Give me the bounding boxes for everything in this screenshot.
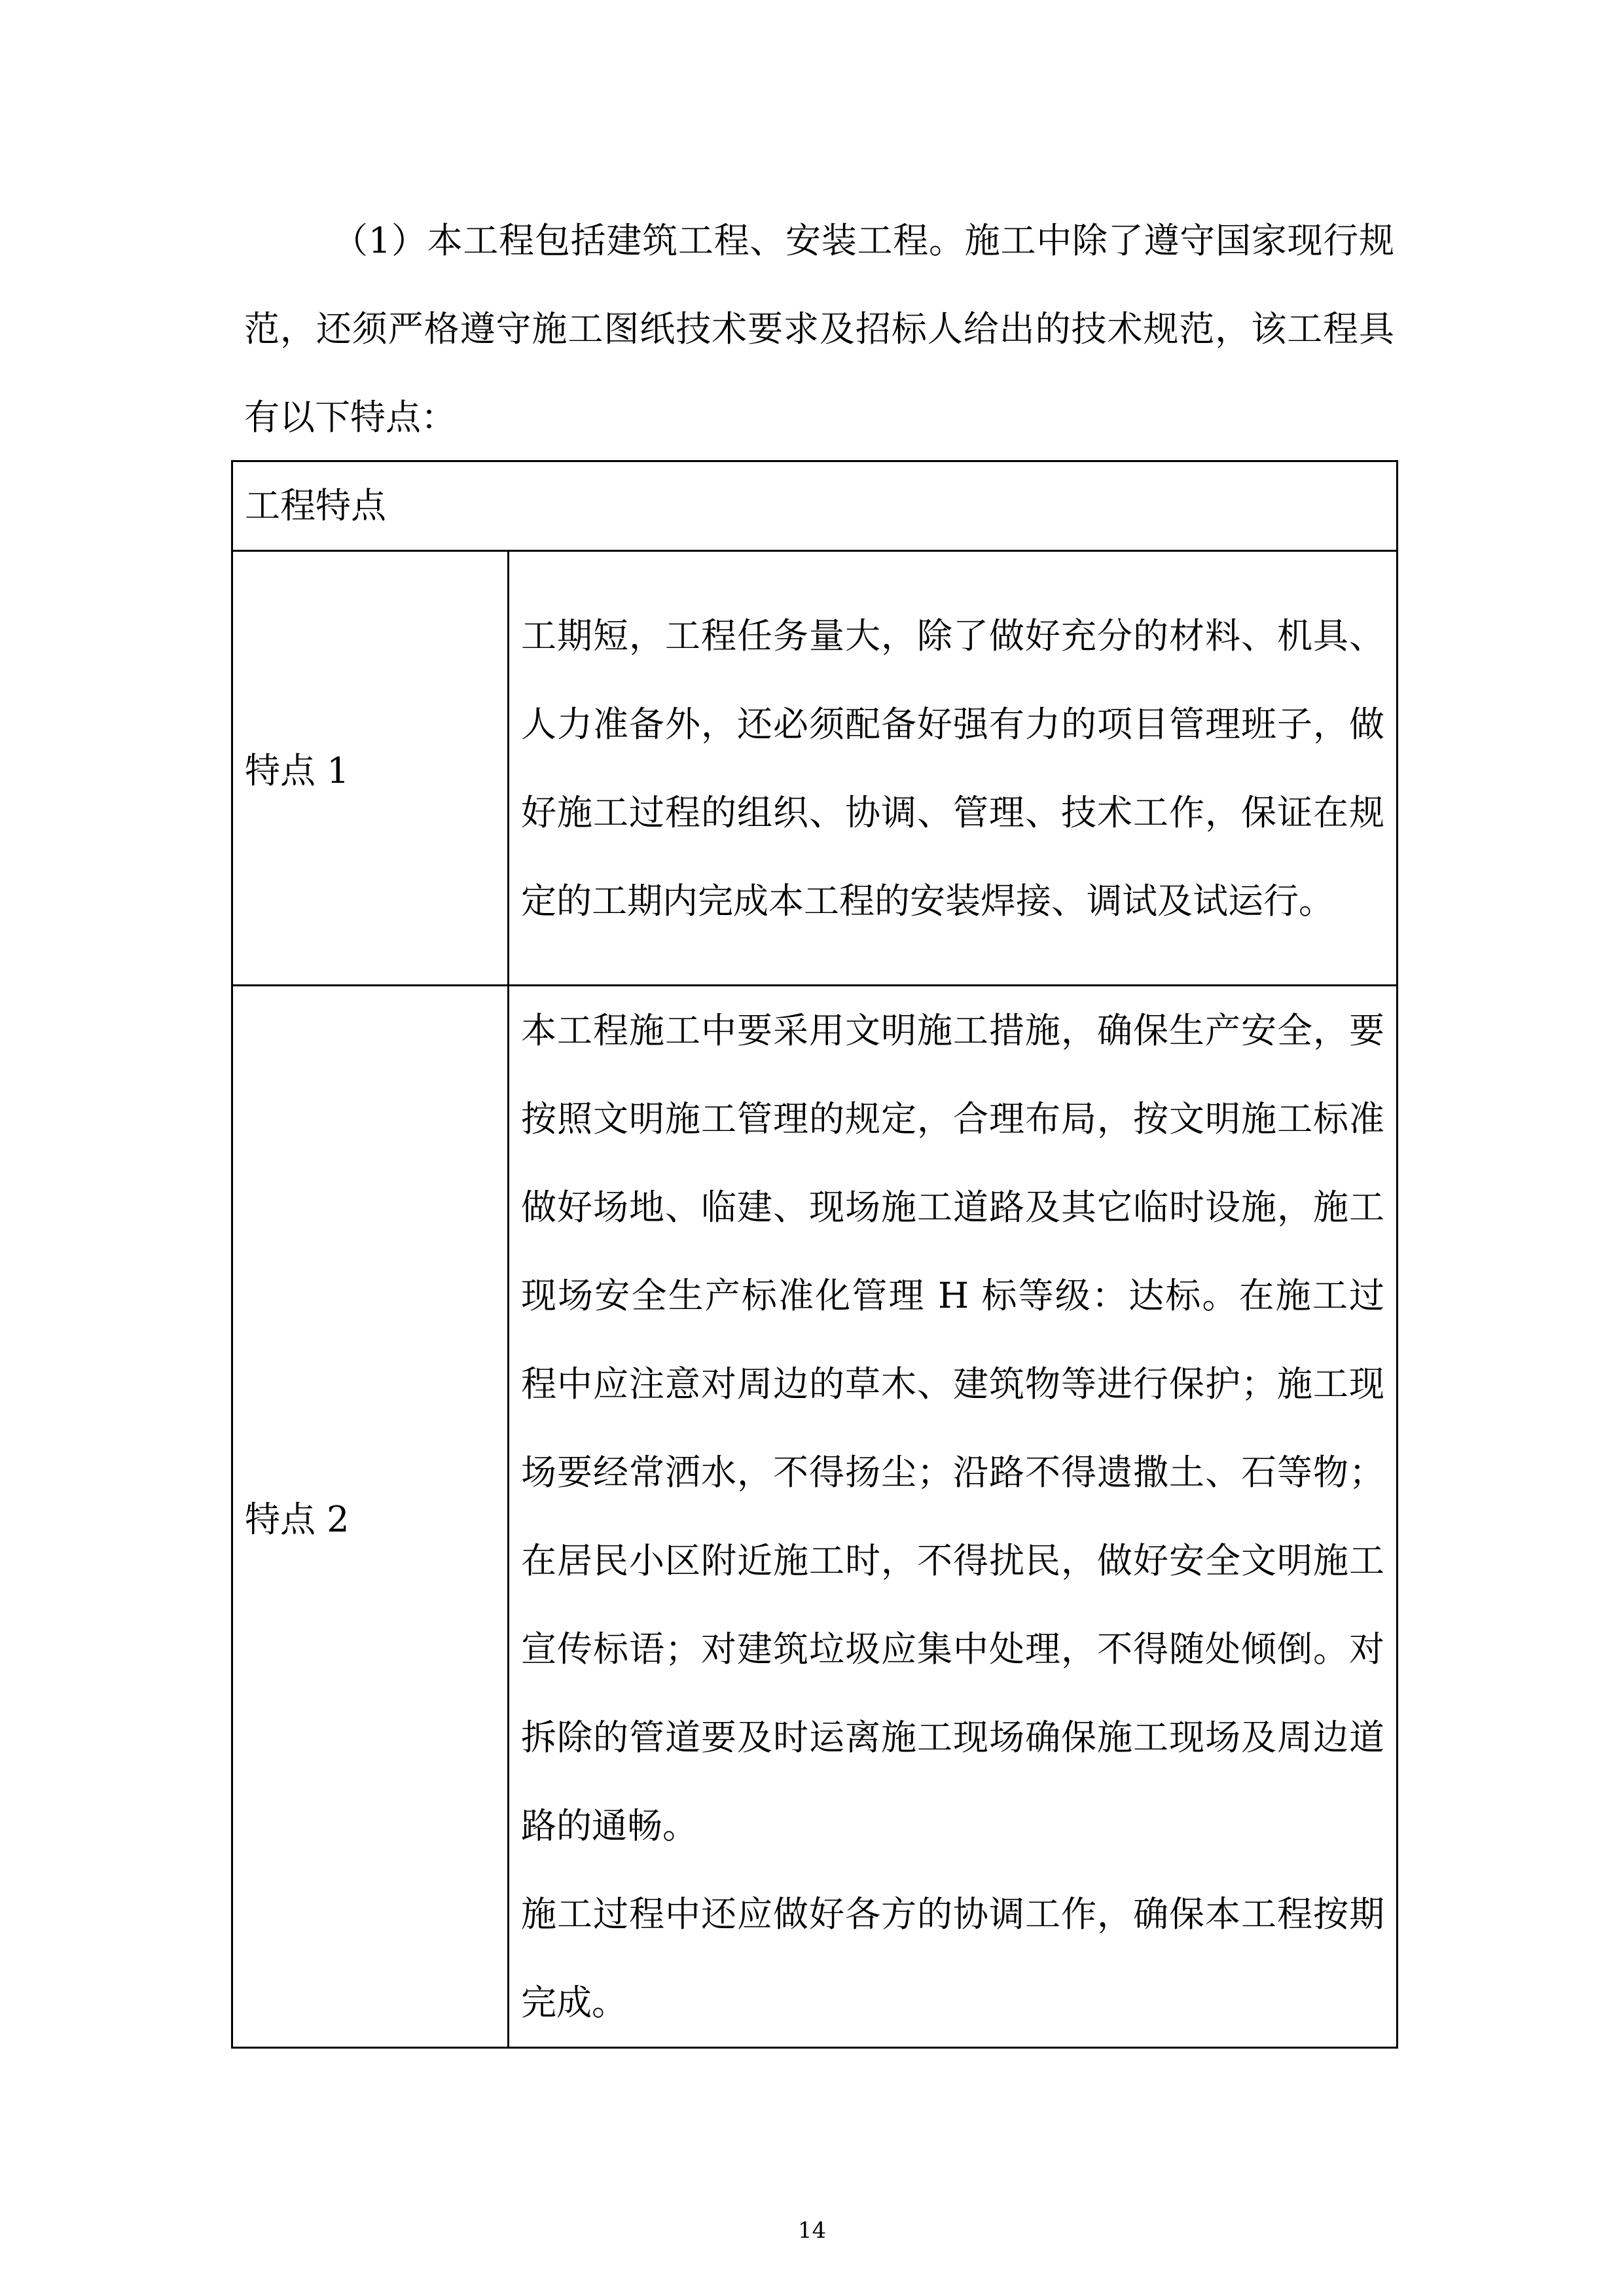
features-table xyxy=(231,460,1398,2049)
page-number: 14 xyxy=(797,2217,827,2244)
feature-label: 特点 1 xyxy=(232,551,509,986)
table-row xyxy=(232,551,1398,986)
feature-description xyxy=(509,986,1398,2048)
feature-paragraph: 工期短，工程任务量大，除了做好充分的材料、机具、人力准备外，还必须配备好强有力的项目管理班子，做好施工过程的组织、协调、管理、技术工作，保证在规定的工期内完成本工程的安装焊接、调试及试运行。 xyxy=(521,615,1384,922)
intro-paragraph: （1）本工程包括建筑工程、安装工程。施工中除了遵守国家现行规范，还须严格遵守施工图纸技术要求及招标人给出的技术规范，该工程具有以下特点： xyxy=(244,220,1394,438)
table-row xyxy=(232,986,1398,2048)
feature-paragraph: 本工程施工中要采用文明施工措施，确保生产安全，要按照文明施工管理的规定，合理布局，按文明施工标准做好场地、临建、现场施工道路及其它临时设施，施工现场安全生产标准化管理 H 标等级：达标。在施工过程中应注意对周边的草木、建筑物等进行保护；施工现场要经常洒水，不得扬尘；沿路不得遗撒土、石等物；在居民小区附近施工时，不得扰民，做好安全文明施工宣传标语；对建筑垃圾应集中处理，不得随处倾倒。对拆除的管道要及时运离施工现场确保施工现场及周边道路的通畅。 xyxy=(521,1010,1384,1846)
table-header-cell: 工程特点 xyxy=(232,461,1398,551)
feature-description xyxy=(509,551,1398,986)
feature-label: 特点 2 xyxy=(232,986,509,2048)
feature-paragraph: 施工过程中还应做好各方的协调工作，确保本工程按期完成。 xyxy=(521,1893,1384,2023)
table-header-row xyxy=(232,461,1398,551)
